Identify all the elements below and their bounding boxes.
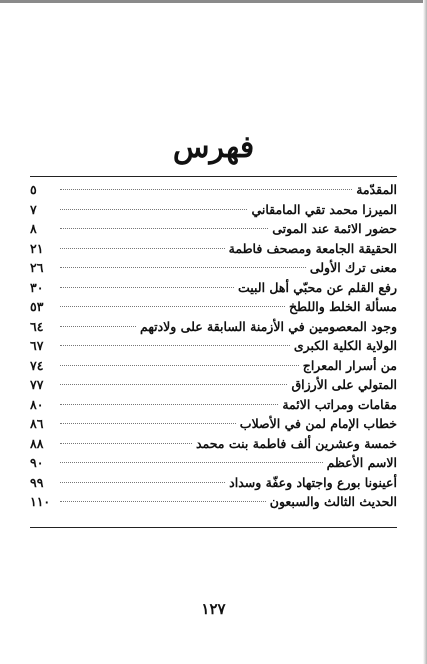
- top-rule: [30, 176, 397, 177]
- dot-leader: [60, 228, 268, 229]
- toc-entry: [30, 278, 397, 298]
- toc-entry-page: ٢٦: [30, 260, 44, 275]
- toc-entry-title: معنى ترك الأولى: [309, 260, 397, 275]
- dot-leader: [60, 423, 236, 424]
- toc-entry: [30, 336, 397, 356]
- toc-entry: [30, 434, 397, 454]
- toc-entry: [30, 180, 397, 200]
- toc-entry-page: ١١٠: [30, 494, 51, 509]
- toc-entry-title: الولاية الكلية الكبرى: [293, 338, 397, 353]
- toc-entry-page: ٨٨: [30, 435, 44, 451]
- dot-leader: [60, 209, 247, 210]
- toc-entry-page: ٣٠: [30, 279, 44, 295]
- toc-entry-page: ٩٩: [30, 474, 44, 490]
- toc-entry: [30, 239, 397, 259]
- dot-leader: [60, 404, 278, 405]
- dot-leader: [60, 384, 287, 385]
- toc-entry-page: ٨٦: [30, 416, 44, 431]
- toc-entry-page: ٧٧: [30, 377, 44, 392]
- toc-entry: [30, 356, 397, 376]
- dot-leader: [60, 482, 225, 483]
- scan-edge-right: [423, 0, 427, 664]
- toc-entry: [30, 453, 397, 473]
- dot-leader: [60, 501, 266, 502]
- toc-entry-title: خمسة وعشرين ألف فاطمة بنت محمد: [195, 435, 397, 451]
- dot-leader: [60, 462, 323, 463]
- toc-entry: [30, 375, 397, 395]
- toc-entry: [30, 258, 397, 278]
- dot-leader: [60, 189, 352, 190]
- dot-leader: [60, 306, 285, 307]
- dot-leader: [60, 443, 192, 444]
- toc-entry-title: الحقيقة الجامعة ومصحف فاطمة: [228, 240, 397, 256]
- toc-entry: [30, 395, 397, 415]
- page-number: ١٢٧: [201, 600, 226, 618]
- scan-edge-top: [0, 0, 427, 3]
- toc-entry: [30, 219, 397, 239]
- toc-entry-title: الاسم الأعظم: [326, 455, 397, 470]
- toc-entry-title: خطاب الإمام لمن في الأصلاب: [239, 416, 397, 431]
- toc-entry-page: ٦٤: [30, 318, 44, 334]
- toc-entry-title: حضور الائمة عند الموتى: [272, 221, 397, 236]
- toc-entry: [30, 473, 397, 493]
- table-of-contents: [30, 180, 397, 512]
- toc-entry-title: الحديث الثالث والسبعون: [269, 494, 397, 509]
- toc-entry-title: المقدّمة: [356, 182, 397, 197]
- toc-entry: [30, 414, 397, 434]
- dot-leader: [60, 326, 136, 327]
- toc-entry-title: من أسرار المعراج: [302, 357, 397, 373]
- toc-entry-page: ٨٠: [30, 396, 44, 412]
- toc-entry-title: الميرزا محمد تقي المامقاني: [251, 201, 397, 217]
- toc-entry-page: ٧٤: [30, 357, 44, 373]
- dot-leader: [60, 365, 299, 366]
- toc-entry-title: رفع القلم عن محبّي أهل البيت: [237, 279, 397, 295]
- toc-entry-page: ٢١: [30, 240, 44, 256]
- toc-entry: [30, 492, 397, 512]
- toc-entry-title: مسألة الخلط واللطخ: [288, 299, 397, 314]
- toc-entry-page: ٥: [30, 182, 37, 197]
- toc-entry-page: ٧: [30, 201, 37, 217]
- toc-entry-page: ٥٣: [30, 299, 44, 314]
- dot-leader: [60, 267, 306, 268]
- toc-entry: [30, 200, 397, 220]
- dot-leader: [60, 345, 290, 346]
- toc-entry-title: مقامات ومراتب الائمة: [282, 396, 397, 412]
- toc-entry: [30, 317, 397, 337]
- index-title: فهرس: [172, 130, 255, 165]
- toc-entry-title: وجود المعصومين في الأزمنة السابقة على ولادتهم: [140, 318, 397, 334]
- toc-entry: [30, 297, 397, 317]
- toc-entry-title: المتولي على الأرزاق: [291, 377, 397, 392]
- dot-leader: [60, 248, 225, 249]
- dot-leader: [60, 287, 234, 288]
- toc-entry-title: أعينونا بورع واجتهاد وعفّة وسداد: [229, 474, 397, 490]
- toc-entry-page: ٨: [30, 221, 37, 236]
- toc-entry-page: ٦٧: [30, 338, 44, 353]
- toc-entry-page: ٩٠: [30, 455, 44, 470]
- bottom-rule: [30, 527, 397, 528]
